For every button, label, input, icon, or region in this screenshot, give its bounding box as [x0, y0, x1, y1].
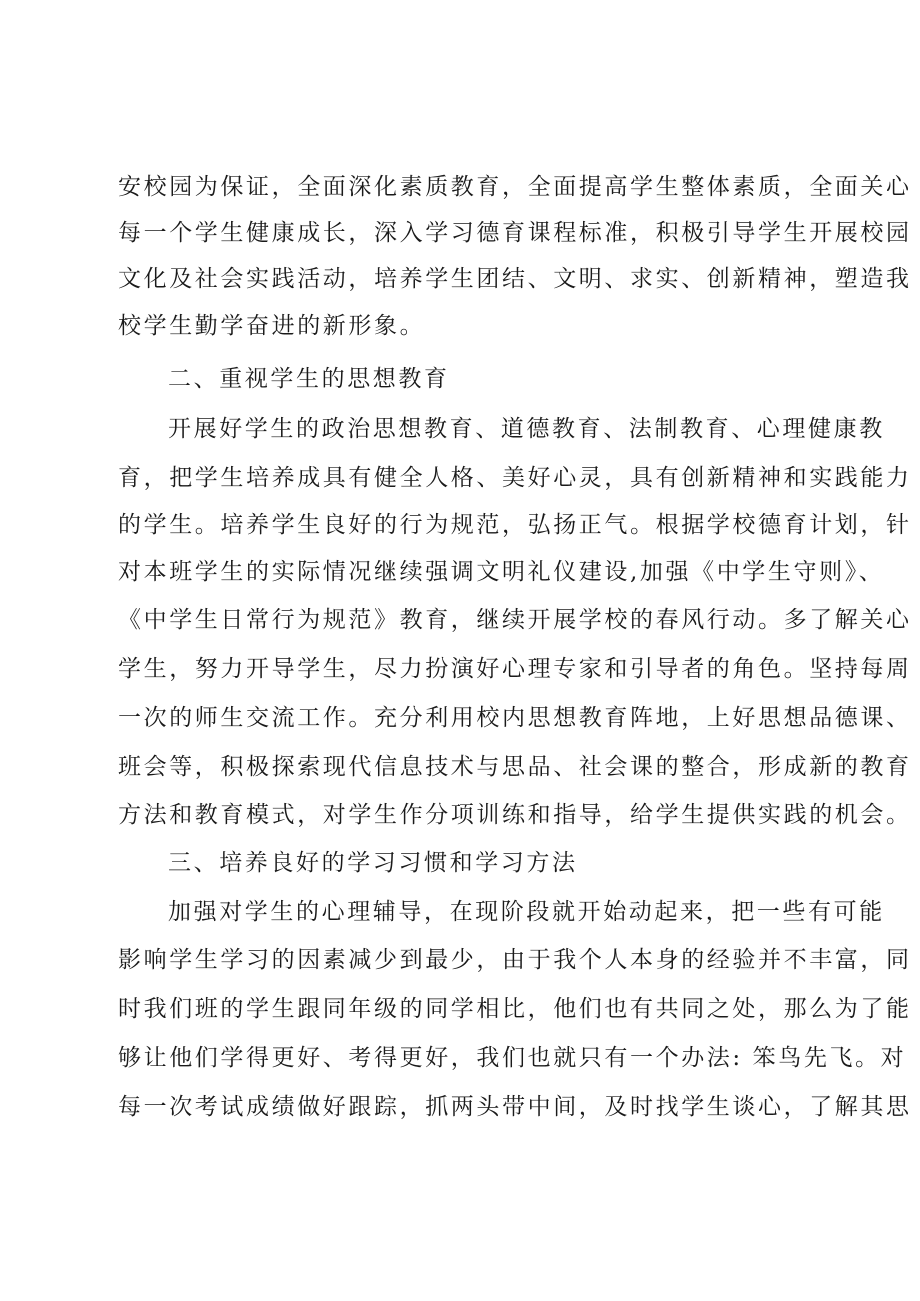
paragraph-line: 开展好学生的政治思想教育、道德教育、法制教育、心理健康教: [168, 416, 885, 442]
paragraph-line: 的学生。培养学生良好的行为规范，弘扬正气。根据学校德育计划，针: [118, 512, 912, 538]
paragraph-line: 班会等，积极探索现代信息技术与思品、社会课的整合，形成新的教育: [118, 754, 912, 780]
paragraph-line: 文化及社会实践活动，培养学生团结、文明、求实、创新精神，塑造我: [118, 266, 912, 292]
section-heading: 二、重视学生的思想教育: [168, 366, 450, 392]
section-heading: 三、培养良好的学习习惯和学习方法: [168, 850, 578, 876]
paragraph-line: 安校园为保证，全面深化素质教育，全面提高学生整体素质，全面关心: [118, 174, 912, 200]
paragraph-line: 加强对学生的心理辅导，在现阶段就开始动起来，把一些有可能: [168, 899, 885, 925]
paragraph-line: 对本班学生的实际情况继续强调文明礼仪建设,加强《中学生守则》、: [118, 559, 885, 585]
paragraph-line: 育，把学生培养成具有健全人格、美好心灵，具有创新精神和实践能力: [118, 465, 912, 491]
paragraph-line: 学生，努力开导学生，尽力扮演好心理专家和引导者的角色。坚持每周: [118, 656, 912, 682]
paragraph-line: 够让他们学得更好、考得更好，我们也就只有一个办法: 笨鸟先飞。对: [118, 1045, 907, 1071]
paragraph-line: 时我们班的学生跟同年级的同学相比，他们也有共同之处，那么为了能: [118, 996, 912, 1022]
paragraph-line: 影响学生学习的因素减少到最少，由于我个人本身的经验并不丰富，同: [118, 947, 912, 973]
paragraph-line: 方法和教育模式，对学生作分项训练和指导，给学生提供实践的机会。: [118, 802, 912, 828]
paragraph-line: 每一个学生健康成长，深入学习德育课程标准，积极引导学生开展校园: [118, 220, 912, 246]
paragraph-line: 《中学生日常行为规范》教育，继续开展学校的春风行动。多了解关心: [118, 607, 912, 633]
paragraph-line: 一次的师生交流工作。充分利用校内思想教育阵地，上好思想品德课、: [118, 705, 912, 731]
paragraph-line: 校学生勤学奋进的新形象。: [118, 313, 426, 339]
paragraph-line: 每一次考试成绩做好跟踪，抓两头带中间，及时找学生谈心，了解其思: [118, 1094, 912, 1120]
